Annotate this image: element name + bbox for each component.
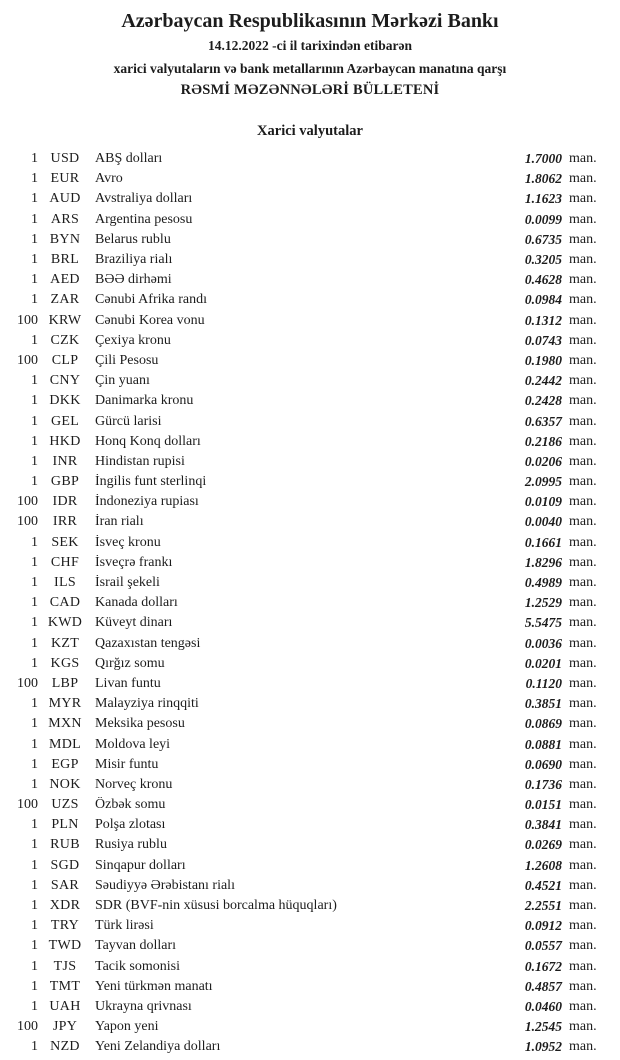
rate-row [0, 795, 602, 815]
rate-quantity: 1 [31, 615, 38, 631]
currency-name: Braziliya rialı [95, 252, 173, 268]
rate-unit: man. [569, 332, 597, 348]
currency-name: Çin yuanı [95, 373, 150, 389]
currency-name: Çili Pesosu [95, 352, 159, 368]
rate-unit: man. [569, 998, 597, 1014]
section-title-foreign-currencies: Xarici valyutalar [257, 123, 363, 139]
rate-unit: man. [569, 312, 597, 328]
rate-unit: man. [569, 534, 597, 550]
rate-quantity: 1 [31, 595, 38, 611]
bank-title: Azərbaycan Respublikasının Mərkəzi Bankı [121, 10, 499, 32]
rate-unit: man. [569, 1019, 597, 1035]
currency-code: CNY [49, 373, 81, 389]
rate-quantity: 1 [31, 1039, 38, 1055]
rate-unit: man. [569, 352, 597, 368]
currency-name: Qazaxıstan tengəsi [95, 635, 201, 651]
rate-value: 0.4521 [524, 877, 562, 893]
rate-row [0, 210, 602, 230]
rate-row [0, 936, 602, 956]
rate-value: 0.0869 [524, 716, 562, 732]
currency-code: ILS [54, 575, 76, 591]
rate-quantity: 1 [31, 534, 38, 550]
rate-quantity: 1 [31, 252, 38, 268]
currency-name: Tacik somonisi [95, 958, 180, 974]
rate-unit: man. [569, 776, 597, 792]
currency-name: Livan funtu [95, 675, 161, 691]
rate-row [0, 311, 602, 331]
rate-unit: man. [569, 252, 597, 268]
rate-unit: man. [569, 736, 597, 752]
rate-unit: man. [569, 231, 597, 247]
currency-name: Qırğız somu [95, 655, 165, 671]
rate-unit: man. [569, 1039, 597, 1055]
rate-unit: man. [569, 514, 597, 530]
currency-code: DKK [49, 393, 81, 409]
rate-quantity: 1 [31, 373, 38, 389]
rate-value: 0.4989 [524, 575, 562, 591]
currency-code: CAD [49, 595, 81, 611]
rate-value: 5.5475 [524, 615, 562, 631]
currency-name: Səudiyyə Ərəbistanı rialı [95, 877, 235, 893]
rate-quantity: 1 [31, 433, 38, 449]
currency-name: Avstraliya dolları [95, 191, 193, 207]
rate-value: 1.0952 [524, 1039, 562, 1055]
currency-code: KWD [47, 615, 83, 631]
rate-row [0, 856, 602, 876]
currency-code: NZD [50, 1039, 80, 1055]
rate-quantity: 1 [31, 575, 38, 591]
rate-value: 0.2428 [524, 393, 562, 409]
currency-code: CLP [51, 352, 79, 368]
rate-value: 0.0881 [524, 736, 562, 752]
rate-unit: man. [569, 595, 597, 611]
rate-unit: man. [569, 675, 597, 691]
rate-row [0, 331, 602, 351]
rate-quantity: 1 [31, 756, 38, 772]
rate-quantity: 1 [31, 554, 38, 570]
currency-code: TRY [50, 918, 80, 934]
currency-code: JPY [52, 1019, 78, 1035]
currency-name: İngilis funt sterlinqi [95, 474, 207, 490]
rate-unit: man. [569, 696, 597, 712]
rate-row [0, 553, 602, 573]
rate-value: 0.3841 [524, 817, 562, 833]
currency-code: AED [50, 272, 80, 288]
rate-row [0, 634, 602, 654]
currency-name: Küveyt dinarı [95, 615, 173, 631]
currency-name: İran rialı [95, 514, 144, 530]
currency-name: Yapon yeni [95, 1019, 159, 1035]
rate-row [0, 472, 602, 492]
currency-name: Rusiya rublu [95, 837, 167, 853]
currency-name: Belarus rublu [95, 231, 171, 247]
rate-value: 2.0995 [524, 474, 562, 490]
currency-name: Moldova leyi [95, 736, 171, 752]
rate-row [0, 977, 602, 997]
currency-name: Norveç kronu [95, 776, 173, 792]
currency-name: Kanada dolları [95, 595, 178, 611]
rate-row [0, 351, 602, 371]
rate-row [0, 391, 602, 411]
rate-row [0, 189, 602, 209]
rate-unit: man. [569, 978, 597, 994]
rate-unit: man. [569, 191, 597, 207]
currency-name: Gürcü larisi [95, 413, 162, 429]
rate-value: 0.4857 [524, 978, 562, 994]
rate-value: 1.8062 [524, 171, 562, 187]
currency-name: BƏƏ dirhəmi [95, 272, 172, 288]
rate-row [0, 916, 602, 936]
rate-row [0, 452, 602, 472]
rate-unit: man. [569, 958, 597, 974]
currency-code: IDR [52, 494, 78, 510]
bulletin-header [0, 0, 620, 99]
rate-unit: man. [569, 474, 597, 490]
rate-row [0, 674, 602, 694]
rate-quantity: 1 [31, 635, 38, 651]
rate-unit: man. [569, 817, 597, 833]
rate-value: 0.0269 [524, 837, 562, 853]
currency-name: Cənubi Korea vonu [95, 312, 205, 328]
rate-value: 0.1312 [524, 312, 562, 328]
rate-value: 0.0109 [524, 494, 562, 510]
rate-quantity: 1 [31, 231, 38, 247]
rate-unit: man. [569, 554, 597, 570]
rate-unit: man. [569, 797, 597, 813]
currency-code: CZK [50, 332, 80, 348]
currency-code: UZS [51, 797, 79, 813]
currency-name: Cənubi Afrika randı [95, 292, 207, 308]
rate-row [0, 371, 602, 391]
rate-value: 0.3205 [524, 252, 562, 268]
currency-name: İsveç kronu [95, 534, 161, 550]
rate-row [0, 250, 602, 270]
rate-value: 0.1661 [524, 534, 562, 550]
currency-code: GEL [50, 413, 80, 429]
rate-unit: man. [569, 433, 597, 449]
currency-code: KZT [50, 635, 80, 651]
rate-unit: man. [569, 898, 597, 914]
currency-code: INR [52, 453, 78, 469]
rate-quantity: 1 [31, 151, 38, 167]
rate-quantity: 1 [31, 817, 38, 833]
currency-code: ARS [50, 211, 80, 227]
rate-value: 0.6735 [524, 231, 562, 247]
currency-code: GBP [50, 474, 80, 490]
rate-unit: man. [569, 756, 597, 772]
rate-value: 0.2186 [524, 433, 562, 449]
rate-value: 0.0201 [524, 655, 562, 671]
currency-code: NOK [49, 776, 81, 792]
currency-code: MYR [48, 696, 82, 712]
rate-row [0, 957, 602, 977]
rate-quantity: 1 [31, 696, 38, 712]
rate-row [0, 1037, 602, 1057]
currency-code: USD [50, 151, 80, 167]
rate-unit: man. [569, 211, 597, 227]
rate-unit: man. [569, 877, 597, 893]
rate-quantity: 1 [31, 978, 38, 994]
rate-quantity: 1 [31, 272, 38, 288]
rate-row [0, 714, 602, 734]
rate-quantity: 1 [31, 938, 38, 954]
currency-code: TWD [48, 938, 82, 954]
rate-quantity: 100 [17, 675, 38, 691]
rate-row [0, 997, 602, 1017]
currency-code: RUB [50, 837, 80, 853]
rate-row [0, 876, 602, 896]
subject-line: xarici valyutaların və bank metallarının Azərbaycan manatına qarşı [113, 61, 507, 76]
currency-code: TJS [53, 958, 77, 974]
rate-row [0, 694, 602, 714]
rate-value: 0.0690 [524, 756, 562, 772]
rate-row [0, 775, 602, 795]
rate-value: 1.8296 [524, 554, 562, 570]
bulletin-title-line: RƏSMİ MƏZƏNNƏLƏRİ BÜLLETENİ [180, 82, 440, 98]
currency-name: Honq Konq dolları [95, 433, 201, 449]
rate-unit: man. [569, 635, 597, 651]
currency-code: PLN [51, 817, 79, 833]
rate-unit: man. [569, 393, 597, 409]
rate-value: 0.1980 [524, 352, 562, 368]
rate-quantity: 1 [31, 453, 38, 469]
rate-value: 0.1672 [524, 958, 562, 974]
rate-value: 1.2608 [524, 857, 562, 873]
rate-quantity: 1 [31, 171, 38, 187]
currency-code: LBP [51, 675, 79, 691]
currency-code: BRL [50, 252, 80, 268]
rate-quantity: 1 [31, 958, 38, 974]
currency-code: ZAR [50, 292, 80, 308]
rate-value: 0.0912 [524, 918, 562, 934]
rate-value: 1.1623 [524, 191, 562, 207]
rate-quantity: 1 [31, 413, 38, 429]
rate-quantity: 1 [31, 776, 38, 792]
rate-value: 1.2545 [524, 1019, 562, 1035]
rate-value: 0.4628 [524, 272, 562, 288]
rate-row [0, 896, 602, 916]
rate-unit: man. [569, 655, 597, 671]
rate-quantity: 1 [31, 716, 38, 732]
currency-name: Misir funtu [95, 756, 159, 772]
rate-unit: man. [569, 716, 597, 732]
rate-unit: man. [569, 494, 597, 510]
currency-code: HKD [49, 433, 81, 449]
rate-quantity: 1 [31, 292, 38, 308]
rate-row [0, 1017, 602, 1037]
currency-code: AUD [49, 191, 81, 207]
rate-unit: man. [569, 857, 597, 873]
rate-quantity: 1 [31, 736, 38, 752]
currency-code: EUR [50, 171, 80, 187]
rate-value: 0.0460 [524, 998, 562, 1014]
rate-unit: man. [569, 272, 597, 288]
rate-value: 1.7000 [524, 151, 562, 167]
rate-value: 0.0099 [524, 211, 562, 227]
rate-row [0, 512, 602, 532]
currency-name: Özbək somu [95, 797, 166, 813]
rate-value: 2.2551 [524, 898, 562, 914]
currency-name: İndoneziya rupiası [95, 494, 199, 510]
currency-name: Türk lirəsi [95, 918, 154, 934]
rate-value: 0.0557 [524, 938, 562, 954]
rate-unit: man. [569, 373, 597, 389]
rate-row [0, 411, 602, 431]
currency-code: TMT [49, 978, 81, 994]
rate-quantity: 1 [31, 393, 38, 409]
rate-row [0, 230, 602, 250]
currency-name: ABŞ dolları [95, 151, 163, 167]
rate-row [0, 734, 602, 754]
rate-row [0, 432, 602, 452]
rate-row [0, 149, 602, 169]
currency-code: CHF [50, 554, 80, 570]
rate-row [0, 815, 602, 835]
effective-date-line: 14.12.2022 -ci il tarixindən etibarən [208, 38, 412, 53]
rate-value: 0.0743 [524, 332, 562, 348]
rate-quantity: 1 [31, 474, 38, 490]
rate-row [0, 573, 602, 593]
rate-row [0, 835, 602, 855]
rate-unit: man. [569, 837, 597, 853]
rate-quantity: 1 [31, 332, 38, 348]
rate-row [0, 169, 602, 189]
rate-quantity: 1 [31, 191, 38, 207]
currency-name: Malayziya rinqqiti [95, 696, 199, 712]
rate-value: 0.1120 [525, 675, 562, 691]
rate-row [0, 290, 602, 310]
rate-value: 0.3851 [524, 696, 562, 712]
rate-value: 0.6357 [524, 413, 562, 429]
currency-code: KGS [50, 655, 80, 671]
rate-quantity: 100 [17, 1019, 38, 1035]
currency-code: IRR [52, 514, 78, 530]
currency-name: İsrail şekeli [95, 575, 160, 591]
rate-row [0, 593, 602, 613]
rate-quantity: 100 [17, 514, 38, 530]
rate-row [0, 270, 602, 290]
rate-row [0, 492, 602, 512]
currency-code: SAR [50, 877, 80, 893]
currency-name: Avro [95, 171, 123, 187]
currency-name: Tayvan dolları [95, 938, 177, 954]
rate-quantity: 1 [31, 898, 38, 914]
rate-value: 0.0151 [524, 797, 562, 813]
rate-unit: man. [569, 453, 597, 469]
rate-quantity: 1 [31, 211, 38, 227]
rate-quantity: 1 [31, 655, 38, 671]
rate-quantity: 100 [17, 797, 38, 813]
rate-value: 0.0206 [524, 453, 562, 469]
rate-quantity: 1 [31, 857, 38, 873]
currency-code: MDL [48, 736, 81, 752]
currency-name: Yeni Zelandiya dolları [95, 1039, 221, 1055]
rate-value: 0.1736 [524, 776, 562, 792]
rate-row [0, 654, 602, 674]
currency-name: Argentina pesosu [95, 211, 193, 227]
rate-unit: man. [569, 171, 597, 187]
rate-unit: man. [569, 413, 597, 429]
currency-code: XDR [49, 898, 81, 914]
rate-value: 0.2442 [524, 373, 562, 389]
rate-quantity: 100 [17, 352, 38, 368]
currency-code: BYN [49, 231, 81, 247]
rate-quantity: 1 [31, 918, 38, 934]
rate-row [0, 613, 602, 633]
currency-code: KRW [48, 312, 82, 328]
currency-name: Meksika pesosu [95, 716, 185, 732]
currency-code: SEK [51, 534, 79, 550]
rate-value: 0.0040 [524, 514, 562, 530]
rate-unit: man. [569, 292, 597, 308]
rate-unit: man. [569, 151, 597, 167]
rate-row [0, 755, 602, 775]
rate-unit: man. [569, 575, 597, 591]
rate-row [0, 533, 602, 553]
currency-name: Polşa zlotası [95, 817, 166, 833]
rate-value: 0.0036 [524, 635, 562, 651]
currency-name: Çexiya kronu [95, 332, 171, 348]
currency-name: İsveçrə frankı [95, 554, 173, 570]
rates-table [0, 149, 620, 1057]
rate-unit: man. [569, 615, 597, 631]
rate-quantity: 100 [17, 494, 38, 510]
currency-name: SDR (BVF-nin xüsusi borcalma hüquqları) [95, 898, 337, 914]
rate-quantity: 1 [31, 877, 38, 893]
currency-code: EGP [51, 756, 79, 772]
rate-quantity: 1 [31, 837, 38, 853]
rate-unit: man. [569, 938, 597, 954]
rate-value: 0.0984 [524, 292, 562, 308]
currency-name: Hindistan rupisi [95, 453, 185, 469]
currency-code: SGD [50, 857, 80, 873]
currency-name: Yeni türkmən manatı [95, 978, 213, 994]
rate-quantity: 100 [17, 312, 38, 328]
rate-unit: man. [569, 918, 597, 934]
rate-quantity: 1 [31, 998, 38, 1014]
currency-code: UAH [49, 998, 81, 1014]
currency-code: MXN [48, 716, 82, 732]
currency-name: Danimarka kronu [95, 393, 194, 409]
rate-value: 1.2529 [524, 595, 562, 611]
currency-name: Ukrayna qrivnası [95, 998, 192, 1014]
currency-name: Sinqapur dolları [95, 857, 186, 873]
